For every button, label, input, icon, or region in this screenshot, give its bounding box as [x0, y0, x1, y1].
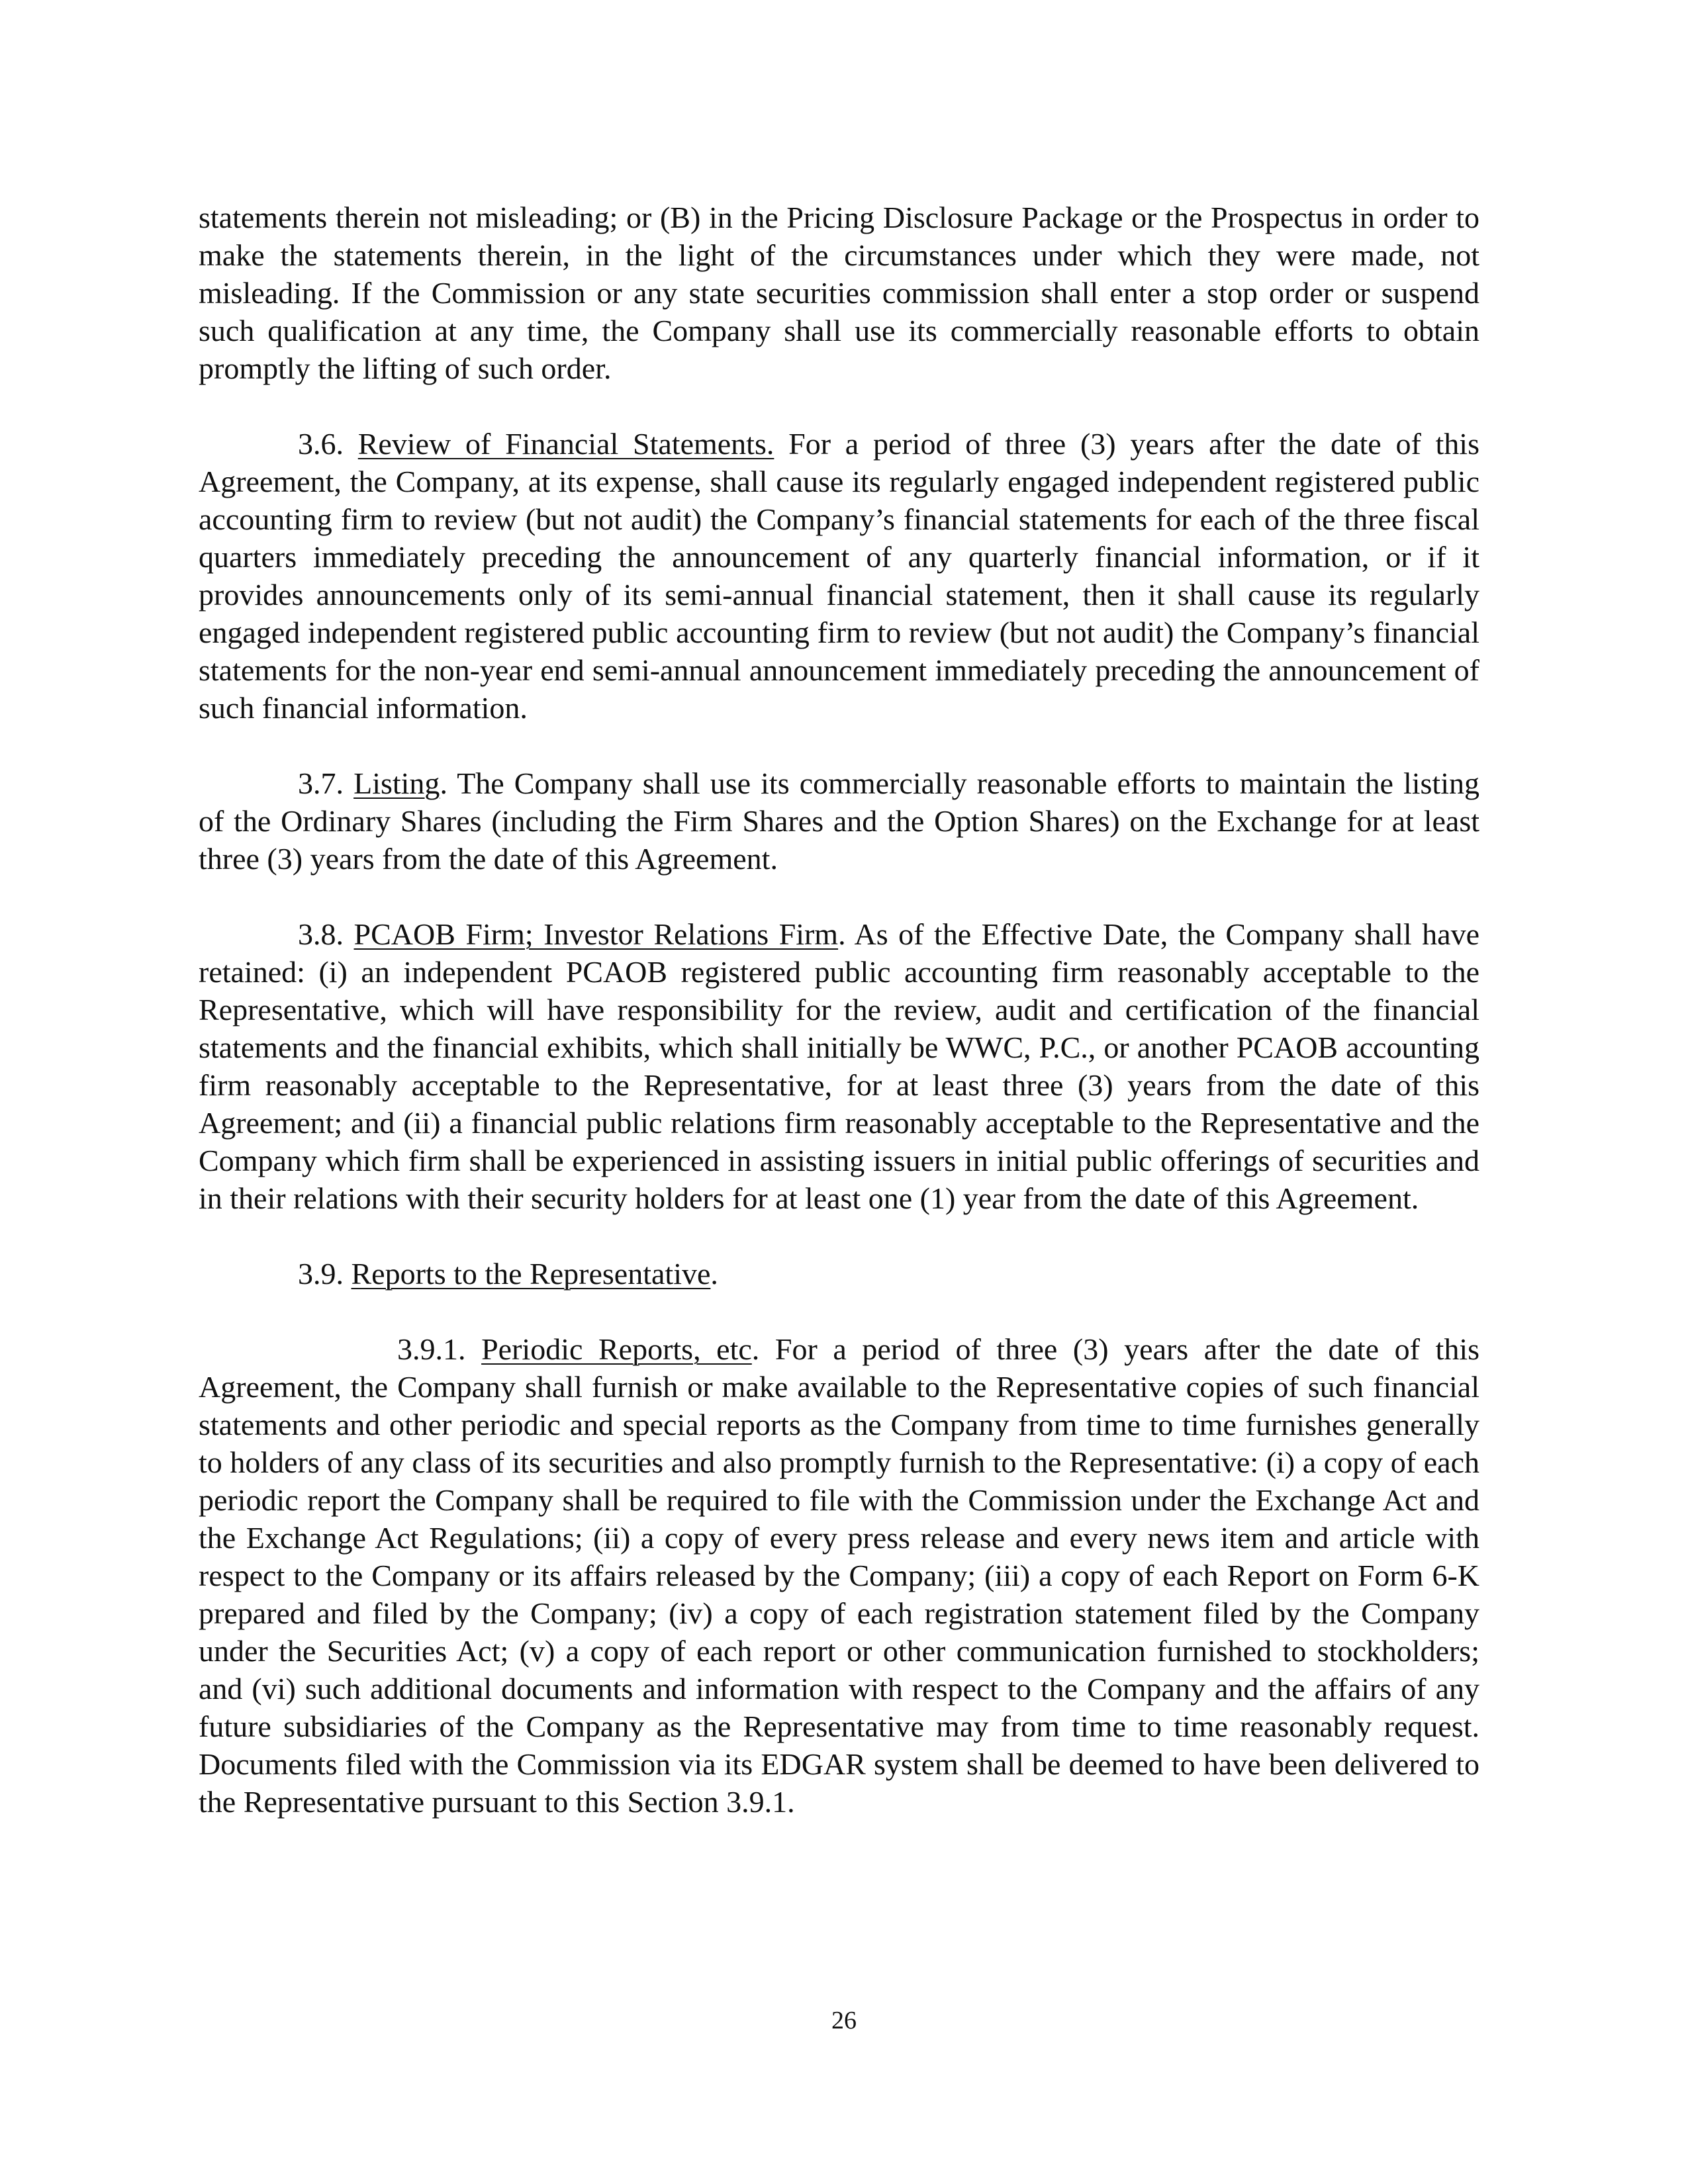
section-number: 3.9.	[298, 1257, 344, 1291]
section-heading: Periodic Reports, etc	[481, 1332, 752, 1366]
section-text: . As of the Effective Date, the Company shall have retained: (i) an independent PCAOB registered public accounting firm reasonably acceptable to the Representative, which will have responsibility for the review, audit and certification of the financial statements and the financial exhibits, which shall initially be WWC, P.C., or another PCAOB accounting firm reasonably acceptable to the Representative, for at least three (3) years from the date of this Agreement; and (ii) a financial public relations firm reasonably acceptable to the Representative and the Company which firm shall be experienced in assisting issuers in initial public offerings of securities and in their relations with their security holders for at least one (1) year from the date of this Agreement.	[199, 917, 1479, 1215]
section-text: .	[710, 1257, 718, 1291]
section-number: 3.6.	[298, 427, 344, 461]
section-heading: Listing	[353, 766, 440, 800]
section-3-6	[199, 425, 1479, 727]
paragraph-text: statements therein not misleading; or (B) in the Pricing Disclosure Package or the Prospectus in order to make the statements therein, in the light of the circumstances under which they were made, not misleading. If the Commission or any state securities commission shall enter a stop order or suspend such qualification at any time, the Company shall use its commercially reasonable efforts to obtain promptly the lifting of such order.	[199, 201, 1479, 385]
section-3-8	[199, 915, 1479, 1217]
section-number: 3.7.	[298, 766, 344, 800]
paragraph-continued	[199, 199, 1479, 387]
section-heading: Reports to the Representative	[351, 1257, 711, 1291]
section-3-7	[199, 764, 1479, 878]
section-3-9	[199, 1255, 1479, 1293]
section-number: 3.9.1.	[397, 1332, 466, 1366]
section-heading: PCAOB Firm; Investor Relations Firm	[353, 917, 839, 951]
document-page	[199, 199, 1479, 1858]
section-text: . The Company shall use its commercially reasonable efforts to maintain the listing of the Ordinary Shares (including the Firm Shares and the Option Shares) on the Exchange for at least three (3) years from the date of this Agreement.	[199, 766, 1479, 876]
section-text: . For a period of three (3) years after the date of this Agreement, the Company shall furnish or make available to the Representative copies of such financial statements and other periodic and special reports as the Company from time to time furnishes generally to holders of any class of its securities and also promptly furnish to the Representative: (i) a copy of each periodic report the Company shall be required to file with the Commission under the Exchange Act and the Exchange Act Regulations; (ii) a copy of every press release and every news item and article with respect to the Company or its affairs released by the Company; (iii) a copy of each Report on Form 6-K prepared and filed by the Company; (iv) a copy of each registration statement filed by the Company under the Securities Act; (v) a copy of each report or other communication furnished to stockholders; and (vi) such additional documents and information with respect to the Company and the affairs of any future subsidiaries of the Company as the Representative may from time to time reasonably request. Documents filed with the Commission via its EDGAR system shall be deemed to have been delivered to the Representative pursuant to this Section 3.9.1.	[199, 1332, 1480, 1819]
section-3-9-1	[199, 1330, 1479, 1821]
section-heading: Review of Financial Statements.	[357, 427, 774, 461]
section-number: 3.8.	[298, 917, 344, 951]
page-number: 26	[831, 2007, 857, 2034]
section-text: For a period of three (3) years after the date of this Agreement, the Company, at its expense, shall cause its regularly engaged independent registered public accounting firm to review (but not audit) the Company’s financial statements for each of the three fiscal quarters immediately preceding the announcement of any quarterly financial information, or if it provides announcements only of its semi-annual financial statement, then it shall cause its regularly engaged independent registered public accounting firm to review (but not audit) the Company’s financial statements for the non-year end semi-annual announcement immediately preceding the announcement of such financial information.	[199, 427, 1479, 725]
